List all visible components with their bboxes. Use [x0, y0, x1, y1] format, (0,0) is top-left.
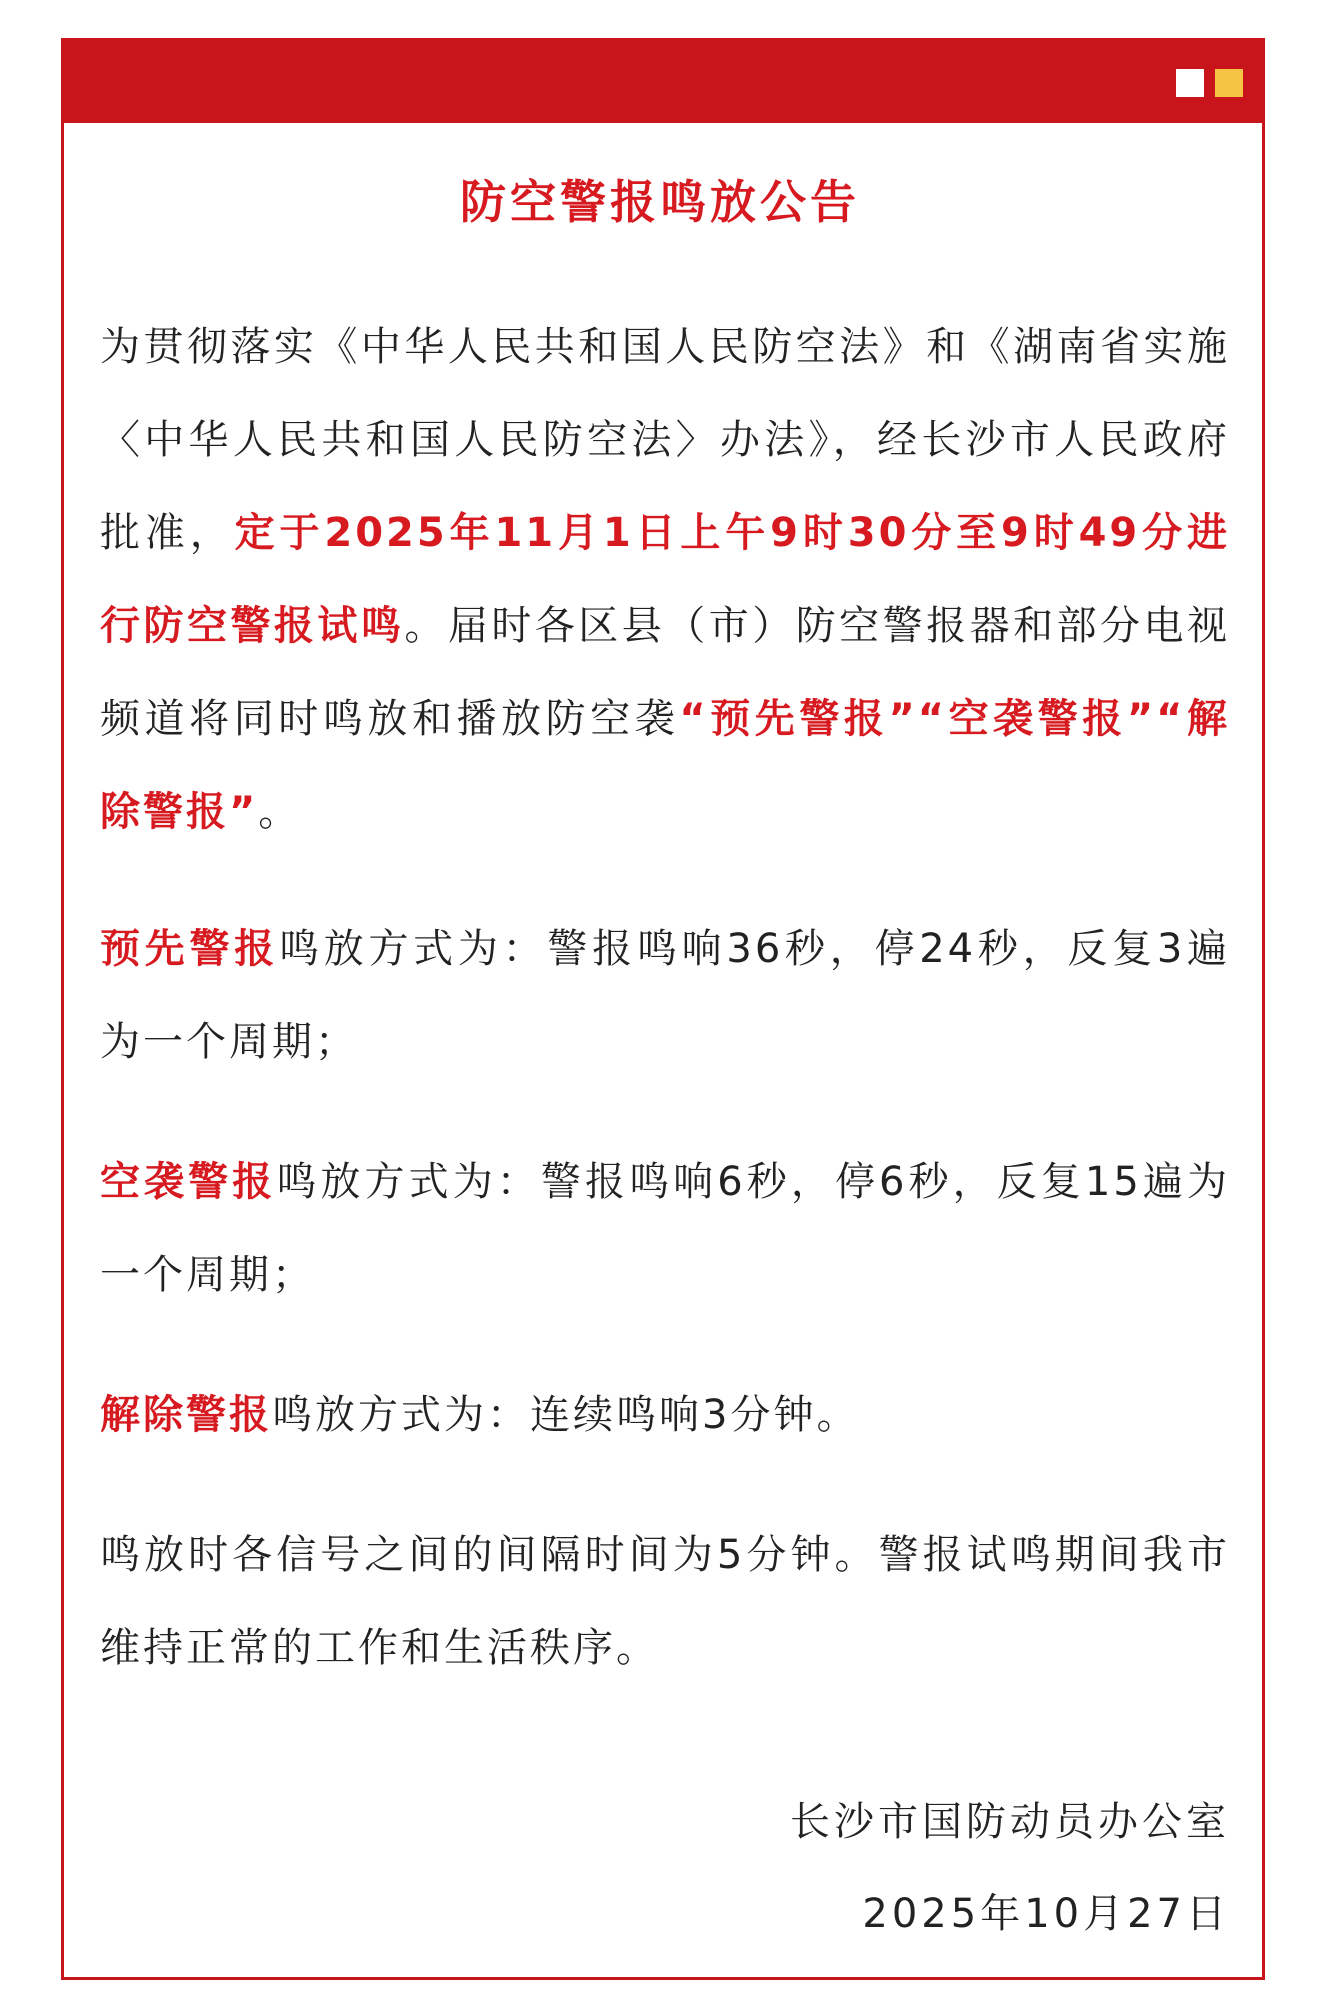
- intro-middle-text: 。届时各区县（市）防空警报器和部分电视频道将同时鸣放和播放防空袭: [100, 603, 1231, 742]
- pre-alert-text: 鸣放方式为：警报鸣响36秒，停24秒，反复3遍为一个周期；: [100, 926, 1231, 1065]
- signature-organization: 长沙市国防动员办公室: [790, 1799, 1230, 1845]
- white-square-icon: [1176, 69, 1204, 97]
- all-clear-paragraph: [100, 1369, 1230, 1462]
- pre-alert-label: 预先警报: [100, 926, 279, 972]
- intro-text: 为贯彻落实《中华人民共和国人民防空法》和《湖南省实施〈中华人民共和国人民防空法〉办法》，经长沙市人民政府批准，: [100, 324, 1230, 556]
- air-raid-label: 空袭警报: [100, 1159, 277, 1205]
- all-clear-label: 解除警报: [100, 1392, 272, 1438]
- closing-paragraph: 鸣放时各信号之间的间隔时间为5分钟。警报试鸣期间我市维持正常的工作和生活秩序。: [100, 1532, 1230, 1671]
- all-clear-text: 鸣放方式为：连续鸣响3分钟。: [272, 1392, 860, 1438]
- signature-date: 2025年10月27日: [862, 1891, 1230, 1937]
- alarm-types-highlight: “预先警报”“空袭警报”“解除警报”: [100, 696, 1230, 835]
- air-raid-text: 鸣放方式为：警报鸣响6秒，停6秒，反复15遍为一个周期；: [100, 1159, 1231, 1298]
- notice-title: 防空警报鸣放公告: [460, 175, 860, 229]
- test-time-highlight: 定于2025年11月1日上午9时30分至9时49分进行防空警报试鸣: [100, 510, 1230, 649]
- air-raid-paragraph: [100, 1136, 1230, 1322]
- pre-alert-paragraph: [100, 903, 1230, 1089]
- yellow-square-icon: [1215, 69, 1243, 97]
- header-bar: [64, 41, 1262, 123]
- intro-end-text: 。: [258, 789, 302, 835]
- intro-paragraph: [100, 301, 1230, 859]
